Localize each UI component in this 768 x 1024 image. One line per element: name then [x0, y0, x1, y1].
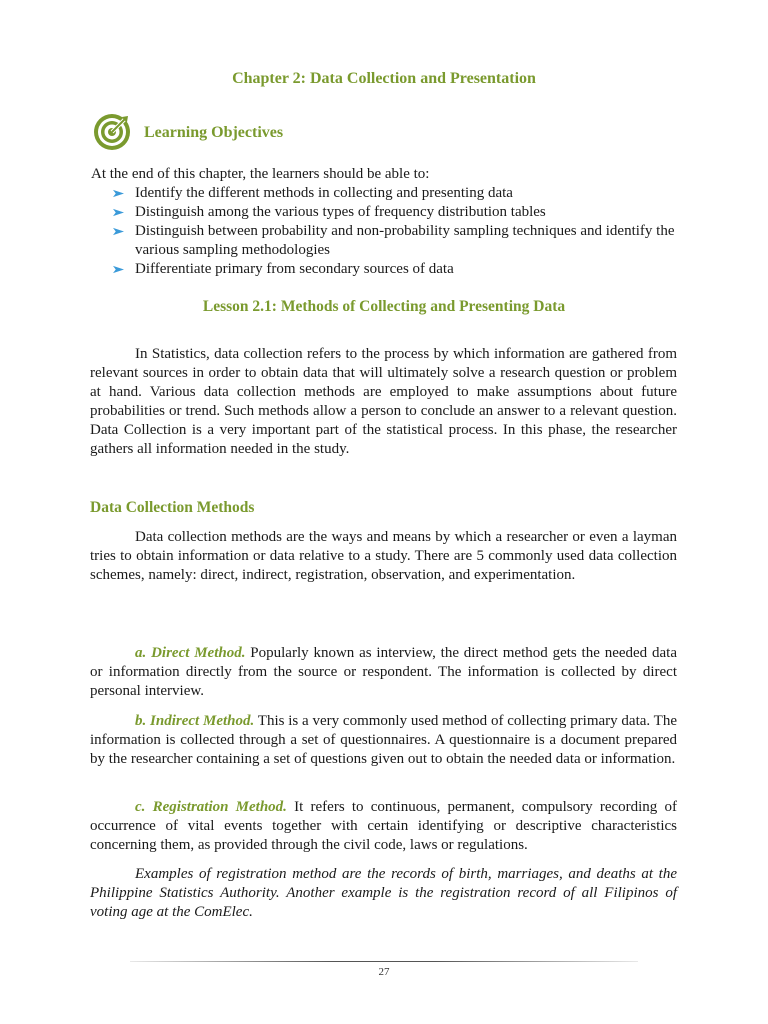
objective-text: Distinguish among the various types of frequency distribution tables [135, 204, 546, 220]
method-registration [90, 798, 677, 855]
method-name: a. Direct Method. [135, 645, 246, 661]
objectives-block [91, 165, 681, 279]
arrow-bullet-icon [113, 226, 124, 237]
footer-divider [130, 961, 638, 962]
list-item [91, 222, 683, 260]
learning-objectives-title: Learning Objectives [144, 123, 284, 141]
arrow-bullet-icon [113, 264, 124, 275]
method-name: b. Indirect Method. [135, 713, 255, 729]
list-item [91, 260, 683, 279]
method-text: It refers to continuous, permanent, compulsory recording of occurrence of vital events together with certain identifying or descriptive characteristics concerning them, as provided through the civil code, laws or regulations. [90, 799, 677, 853]
method-indirect [90, 712, 677, 769]
list-item [91, 203, 683, 222]
learning-objectives-header [92, 112, 283, 152]
section-paragraph: Data collection methods are the ways and means by which a researcher or even a layman tries to obtain information or data relative to a study. There are 5 commonly used data collection schemes, namely: direct, indirect, registration, observation, and experimentation. [90, 529, 677, 583]
objective-text: Differentiate primary from secondary sources of data [135, 261, 454, 277]
section-title: Data Collection Methods [90, 499, 255, 516]
method-text: Popularly known as interview, the direct method gets the needed data or information directly from the source or respondent. The information is collected by direct personal interview. [90, 645, 677, 699]
example-paragraph: Examples of registration method are the records of birth, marriages, and deaths at the Philippine Statistics Authority. Another example is the registration record of all Filipinos of voting age at the ComElec. [90, 866, 677, 920]
method-text: This is a very commonly used method of collecting primary data. The information is collected through a set of questionnaires. A questionnaire is a document prepared by the researcher containing a set of questions given out to obtain the needed data or information. [90, 713, 677, 767]
lesson-title: Lesson 2.1: Methods of Collecting and Presenting Data [202, 298, 566, 315]
objective-text: Identify the different methods in collecting and presenting data [135, 185, 513, 201]
objective-text: Distinguish between probability and non-probability sampling techniques and identify the various sampling methodologies [135, 223, 675, 258]
target-icon [92, 112, 132, 152]
page-number: 27 [378, 966, 390, 978]
method-direct [90, 644, 677, 701]
objectives-list [91, 184, 681, 279]
list-item [91, 184, 683, 203]
method-name: c. Registration Method. [135, 799, 287, 815]
arrow-bullet-icon [113, 207, 124, 218]
arrow-bullet-icon [113, 188, 124, 199]
chapter-title: Chapter 2: Data Collection and Presentation [232, 70, 536, 87]
intro-text: At the end of this chapter, the learners should be able to: [91, 166, 430, 182]
lesson-paragraph: In Statistics, data collection refers to the process by which information are gathered from relevant sources in order to obtain data that will ultimately solve a research question or problem at hand. Various data collection methods are employed to make assumptions about future probabilities or trend. Such methods allow a person to conclude an answer to a relevant question. Data Collection is a very important part of the statistical process. In this phase, the researcher gathers all information needed in the study. [90, 346, 677, 457]
